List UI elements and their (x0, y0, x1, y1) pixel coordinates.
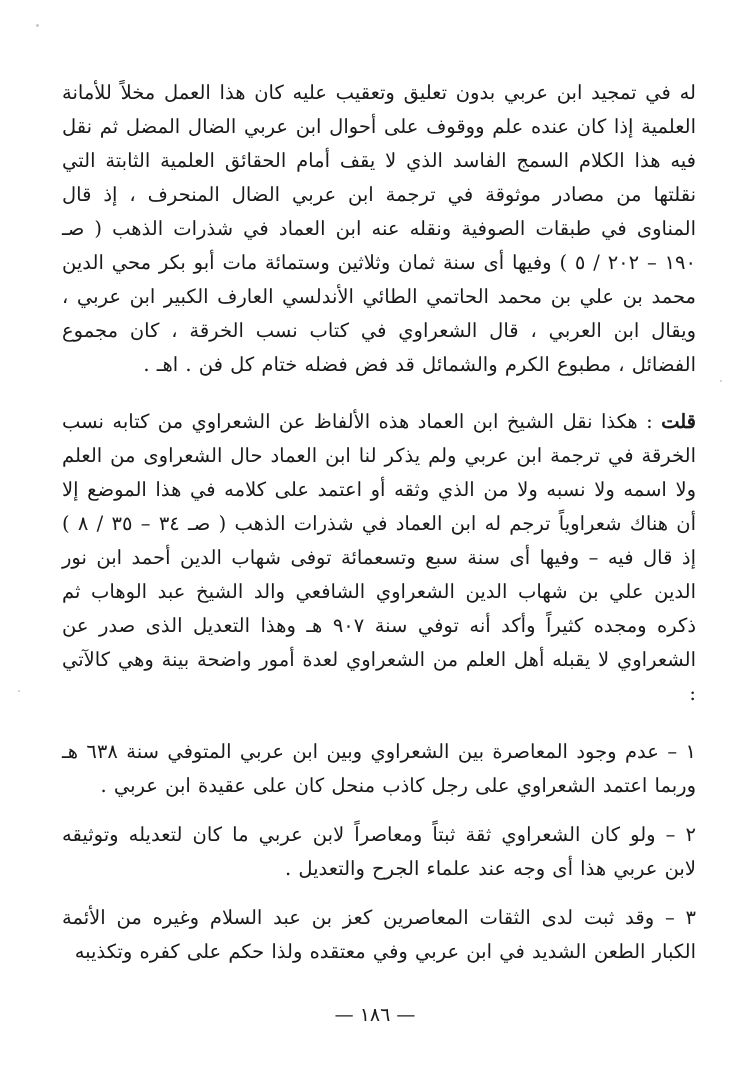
paragraph-2-text: : هكذا نقل الشيخ ابن العماد هذه الألفاظ عن الشعراوي من كتابه نسب الخرقة في ترجمة ابن عربي ولم يذكر لنا ابن العماد حال الشعراوى من العلم ولا اسمه ولا نسبه ولا من الذي وثقه أو اعتمد على كلامه في هذا الموضع إلا أن هناك شعراوياً ترجم له ابن العماد في شذرات الذهب ( صـ ٣٤ – ٣٥ / ٨ ) إذ قال فيه – وفيها أى سنة سبع وتسعمائة توفى شهاب الدين أحمد ابن نور الدين علي بن شهاب الدين الشعراوي الشافعي والد الشيخ عبد الوهاب ثم ذكره ومجده كثيراً وأكد أنه توفي سنة ٩٠٧ هـ وهذا التعديل الذى صدر عن الشعراوي لا يقبله أهل العلم من الشعراوي لعدة أمور واضحة بينة وهي كالآتي : (62, 410, 697, 705)
list-item-1-text: ١ – عدم وجود المعاصرة بين الشعراوي وبين ابن عربي المتوفي سنة ٦٣٨ هـ وربما اعتمد الشعراوي على رجل كاذب منحل كان على عقيدة ابن عربي . (62, 740, 696, 797)
paragraph-1-text: له في تمجيد ابن عربي بدون تعليق وتعقيب عليه كان هذا العمل مخلاً للأمانة العلمية إذا كان عنده علم ووقوف على أحوال ابن عربي الضال المضل ثم نقل فيه هذا الكلام السمج الفاسد الذي لا يقف أمام الحقائق العلمية الثابتة التي نقلتها من مصادر موثوقة في ترجمة ابن عربي الضال المنحرف ، إذ قال المناوى في طبقات الصوفية ونقله عنه ابن العماد في شذرات الذهب ( صـ ١٩٠ – ٢٠٢ / ٥ ) وفيها أى سنة ثمان وثلاثين وستمائة مات أبو بكر محي الدين محمد بن علي بن محمد الحاتمي الطائي الأندلسي العارف الكبير ابن عربي ، ويقال ابن العربي ، قال الشعراوي في كتاب نسب الخرقة ، كان مجموع الفضائل ، مطبوع الكرم والشمائل قد فض فضله ختام كل فن . اهـ . (62, 81, 696, 376)
list-item-2-text: ٢ – ولو كان الشعراوي ثقة ثبتاً ومعاصراً لابن عربي ما كان لتعديله وتوثيقه لابن عربي هذا أى وجه عند علماء الجرح والتعديل . (62, 823, 696, 880)
scan-speck (720, 380, 722, 382)
page-number: — ١٨٦ — (334, 1004, 416, 1026)
paragraph-1 (62, 76, 696, 382)
paragraph-2-lead-word: قلت (661, 410, 696, 433)
list-item-3-text: ٣ – وقد ثبت لدى الثقات المعاصرين كعز بن عبد السلام وغيره من الأئمة الكبار الطعن الشديد في ابن عربي وفي معتقده ولذا حكم على كفره وتكذيبه (62, 906, 696, 963)
list-item-3 (62, 901, 696, 969)
list-item-2 (62, 818, 696, 886)
scan-speck (36, 24, 39, 27)
list-item-1 (62, 735, 696, 803)
paragraph-2 (62, 405, 696, 711)
scan-speck (18, 690, 20, 692)
